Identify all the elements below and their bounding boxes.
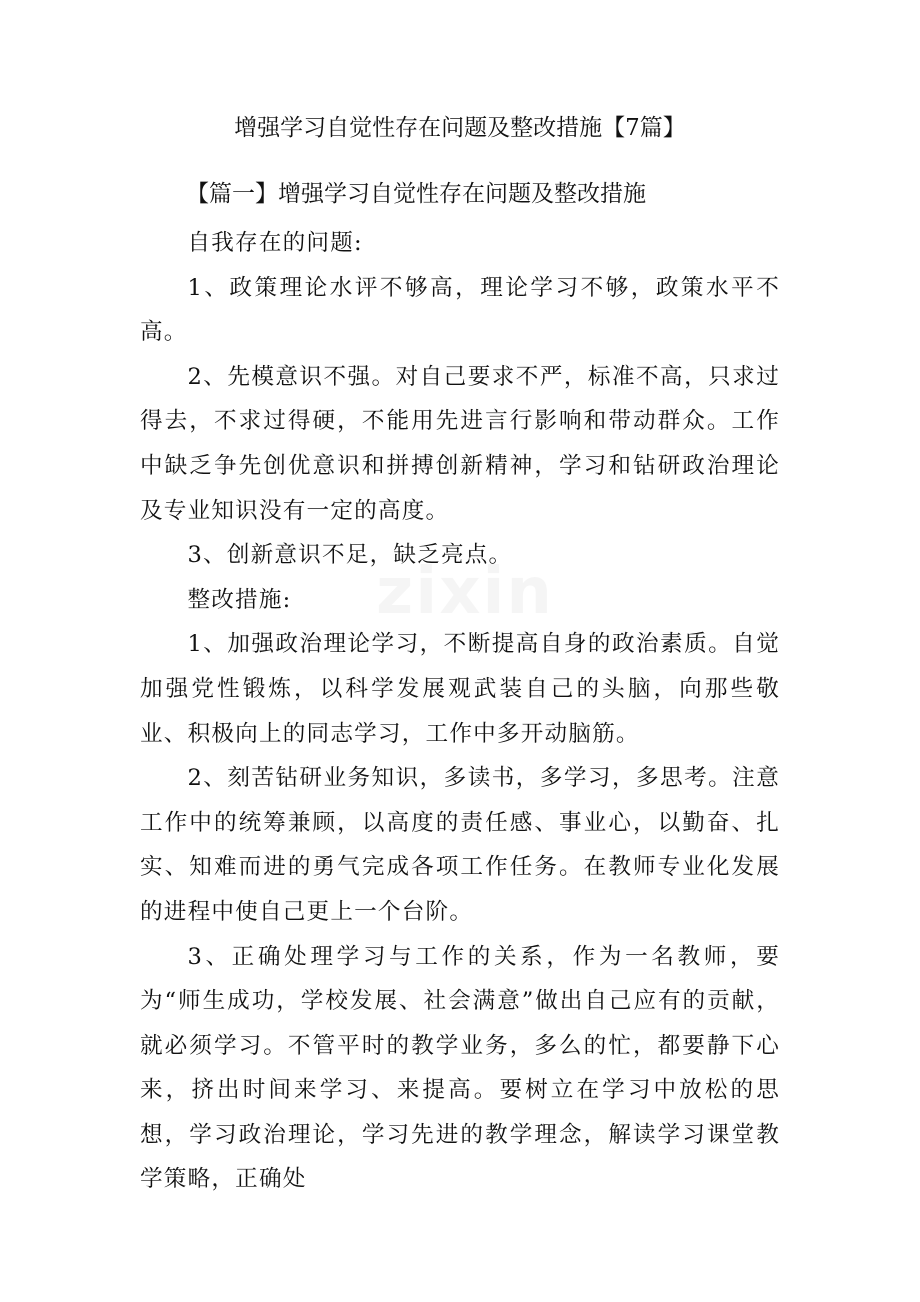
paragraph-problem-2: 2、先模意识不强。对自己要求不严，标准不高，只求过得去，不求过得硬，不能用先进言行影响和带动群众。工作中缺乏争先创优意识和拼搏创新精神，学习和钻研政治理论及专业知识没有一定的高度。	[140, 363, 780, 524]
paragraph-measure-2: 2、刻苦钻研业务知识，多读书，多学习，多思考。注意工作中的统筹兼顾，以高度的责任感、事业心，以勤奋、扎实、知难而进的勇气完成各项工作任务。在教师专业化发展的进程中使自己更上一个台阶。	[140, 765, 780, 925]
paragraph-problem-1: 1、政策理论水评不够高，理论学习不够，政策水平不高。	[140, 274, 780, 346]
document-body	[140, 221, 780, 1202]
paragraph-measure-1: 1、加强政治理论学习，不断提高自身的政治素质。自觉加强党性锻炼，以科学发展观武装自己的头脑，向那些敬业、积极向上的同志学习，工作中多开动脑筋。	[140, 631, 780, 747]
paragraph-problem-3: 3、创新意识不足，缺乏亮点。	[187, 542, 513, 569]
paragraph-problems-label: 自我存在的问题:	[187, 230, 363, 256]
paragraph-measures-label: 整改措施:	[187, 586, 292, 613]
section-heading: 【篇一】增强学习自觉性存在问题及整改措施	[186, 181, 646, 207]
document-title: 增强学习自觉性存在问题及整改措施【7篇】	[234, 115, 686, 141]
paragraph-measure-3: 3、正确处理学习与工作的关系，作为一名教师，要为“师生成功，学校发展、社会满意”做出自己应有的贡献，就必须学习。不管平时的教学业务，多么的忙，都要静下心来，挤出时间来学习、来提高。要树立在学习中放松的思想，学习政治理论，学习先进的教学理念，解读学习课堂教学策略，正确处	[140, 943, 780, 1193]
